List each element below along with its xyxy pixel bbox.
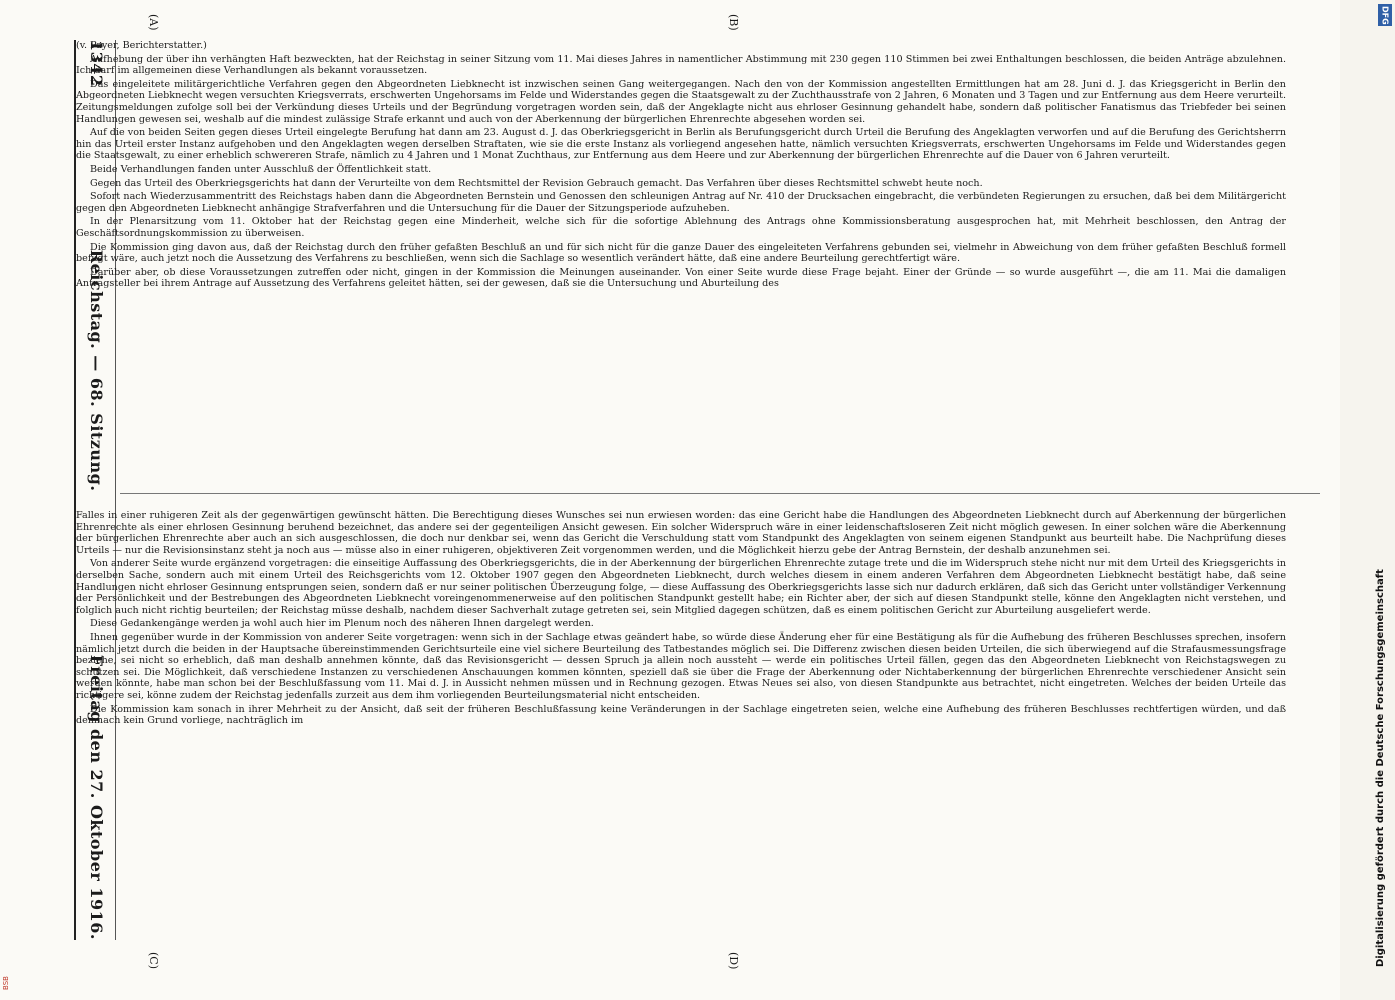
paragraph: Darüber aber, ob diese Voraussetzungen zutreffen oder nicht, gingen in der Kommission die Meinungen auseinander. Von einer Seite wurde diese Frage bejaht. Einer der Gründe — so wurde ausgeführt —, die am 11. Mai die damaligen Antragsteller bei ihrem Antrage auf Aussetzung des Verfahrens geleitet hätten, sei der gewesen, daß sie die Untersuchung und Aburteilung des (76, 266, 1286, 290)
session-title: Reichstag. — 68. Sitzung. (87, 249, 107, 492)
dfg-logo: DFG (1378, 4, 1392, 26)
margin-marker-c: (C) (147, 952, 160, 969)
paragraph: Die Kommission ging davon aus, daß der Reichstag durch den früher gefaßten Beschluß an und für sich nicht für die ganze Dauer des eingeleiteten Verfahrens gebunden sei, vielmehr in Abweichung von dem früher gefaßten Beschluß formell befugt wäre, auch jetzt noch die Aussetzung des Verfahrens zu beschließen, wenn sich die Sachlage so wesentlich verändert hätte, daß eine andere Beurteilung gerechtfertigt wäre. (76, 241, 1286, 265)
column-divider (120, 493, 1320, 494)
digitization-credit (1375, 12, 1391, 982)
credit-text: Digitalisierung gefördert durch die Deutsche Forschungsgemeinschaft (1375, 569, 1386, 967)
paragraph: Diese Gedankengänge werden ja wohl auch hier im Plenum noch des näheren Ihnen dargelegt werden. (90, 618, 594, 630)
library-mark: BSB (2, 976, 10, 990)
session-date: Freitag den 27. Oktober 1916. (87, 654, 107, 940)
paragraph: Das eingeleitete militärgerichtliche Verfahren gegen den Abgeordneten Liebknecht ist inzwischen seinen Gang weitergegangen. Nach den von der Kommission angestellten Ermittlungen hat am 28. Juni d. J. das Kriegsgericht in Berlin den Abgeordneten Liebknecht wegen versuchten Kriegsverrats, erschwerten Ungehorsams im Felde und Widerstandes gegen die Staatsgewalt zu der Zuchthausstrafe von 2 Jahren, 6 Monaten und 3 Tagen und zur Entfernung aus dem Heere verurteilt. Zeitungsmeldungen zufolge soll bei der Verkündung dieses Urteils und der Begründung vorgetragen worden sein, daß der Angeklagte nicht aus ehrloser Gesinnung gehandelt habe, sondern daß politischer Fanatismus das Triebfeder bei seinen Handlungen gewesen sei, weshalb auf die mindest zulässige Strafe erkannt und auch von der Aberkennung der bürgerlichen Ehrenrechte abgesehen worden sei. (76, 78, 1286, 125)
right-column (76, 510, 1286, 940)
margin-marker-a: (A) (147, 14, 160, 31)
paragraph: (v. Payer, Berichterstatter.) (76, 40, 207, 51)
margin-marker-d: (D) (727, 952, 740, 970)
paragraph: Auf die von beiden Seiten gegen dieses Urteil eingelegte Berufung hat dann am 23. August d. J. das Oberkriegsgericht in Berlin als Berufungsgericht durch Urteil die Berufung des Angeklagten verworfen und auf die Berufung des Gerichtsherrn hin das Urteil erster Instanz aufgehoben und den Angeklagten wegen derselben Straftaten, wie sie die erste Instanz als vorliegend angesehen hatte, nämlich versuchten Kriegsverrats, erschwerten Ungehorsams im Felde und Widerstandes gegen die Staatsgewalt, zu einer erheblich schwereren Strafe, nämlich zu 4 Jahren und 1 Monat Zuchthaus, zur Entfernung aus dem Heere und zur Aberkennung der bürgerlichen Ehrenrechte auf die Dauer von 6 Jahren verurteilt. (76, 127, 1286, 162)
paragraph: Aufhebung der über ihn verhängten Haft bezweckten, hat der Reichstag in seiner Sitzung vom 11. Mai dieses Jahres in namentlicher Abstimmung mit 230 gegen 110 Stimmen bei zwei Enthaltungen beschlossen, die beiden Anträge abzulehnen. Ich darf im allgemeinen diese Verhandlungen als bekannt voraussetzen. (76, 53, 1286, 77)
paragraph: Falles in einer ruhigeren Zeit als der gegenwärtigen gewünscht hätten. Die Berechtigung dieses Wunsches sei nun erwiesen worden: das eine Gericht habe die Handlungen des Abgeordneten Liebknecht durch auf Aberkennung der bürgerlichen Ehrenrechte als einer ehrlosen Gesinnung beruhend bezeichnet, das andere sei der gegenteiligen Ansicht gewesen. Ein solcher Widerspruch wäre in einer leidenschaftsloseren Zeit nicht möglich gewesen. In einer solchen wäre die Aberkennung der bürgerlichen Ehrenrechte aber auch an sich ausgeschlossen, die doch nur denkbar sei, wenn das Gericht die Verschuldung statt vom Standpunkt des Angeklagten von seinem eigenen Standpunkt aus beurteilt habe. Die Nachprüfung dieses Urteils — nur die Revisionsinstanz steht ja noch aus — müsse also in einer ruhigeren, objektiveren Zeit vorgenommen werden, und die Möglichkeit hierzu gebe der Antrag Bernstein, der deshalb anzunehmen sei. (76, 510, 1286, 556)
paragraph: In der Plenarsitzung vom 11. Oktober hat der Reichstag gegen eine Minderheit, welche sich für die sofortige Ablehnung des Antrags ohne Kommissionsberatung ausgesprochen hat, mit Mehrheit beschlossen, den Antrag der Geschäftsordnungskommission zu überweisen. (76, 216, 1286, 239)
left-column (76, 40, 1286, 470)
page-number: 1342 (87, 40, 107, 87)
margin-marker-b: (B) (727, 14, 740, 31)
paragraph: Sofort nach Wiederzusammentritt des Reichstags haben dann die Abgeordneten Bernstein und Genossen den schleunigen Antrag auf Nr. 410 der Drucksachen eingebracht, die verbündeten Regierungen zu ersuchen, daß bei dem Militärgericht gegen den Abgeordneten Liebknecht anhängige Strafverfahren und die Untersuchung für die Dauer der Sitzungsperiode aufzuheben. (76, 191, 1286, 214)
paragraph: Beide Verhandlungen fanden unter Ausschluß der Öffentlichkeit statt. (90, 163, 432, 175)
paragraph: Gegen das Urteil des Oberkriegsgerichts hat dann der Verurteilte von dem Rechtsmittel der Revision Gebrauch gemacht. Das Verfahren über dieses Rechtsmittel schwebt heute noch. (90, 177, 983, 189)
paragraph: Ihnen gegenüber wurde in der Kommission von anderer Seite vorgetragen: wenn sich in der Sachlage etwas geändert habe, so würde diese Änderung eher für eine Bestätigung als für die Aufhebung des früheren Beschlusses sprechen, insofern nämlich jetzt durch die beiden in der Hauptsache übereinstimmenden Gerichtsurteile eine viel sichere Beurteilung des Tatbestandes möglich sei. Die Differenz zwischen diesen beiden Urteilen, die sich überwiegend auf die Strafausmessungsfrage beziehe, sei nicht so erheblich, daß man deshalb annehmen könnte, daß das Revisionsgericht — dessen Spruch ja allein noch aussteht — werde ein politisches Urteil fällen, gegen das den Abgeordneten Liebknecht von Reichstagswegen zu schützen sei. Die Möglichkeit, daß verschiedene Instanzen zu verschiedenen Anschauungen kommen könnten, speziell daß sie über die Frage der Aberkennung oder Nichtaberkennung der bürgerlichen Ehrenrechte verschiedener Ansicht sein werden könnte, habe man schon bei der Beschlußfassung vom 11. Mai d. J. in Aussicht nehmen müssen und in Rechnung gezogen. Etwas Neues sei also, von diesen Standpunkte aus betrachtet, nicht eingetreten. Welches der beiden Urteile das richtigere sei, könne zudem der Reichstag jedenfalls zurzeit aus dem ihm vorliegenden Beurteilungsmaterial nicht entscheiden. (76, 631, 1286, 701)
paragraph: Die Kommission kam sonach in ihrer Mehrheit zu der Ansicht, daß seit der früheren Beschlußfassung keine Veränderungen in der Sachlage eingetreten seien, welche eine Aufhebung des früheren Beschlusses rechtfertigen würden, und daß demnach kein Grund vorliege, nachträglich im (76, 703, 1286, 727)
paragraph: Von anderer Seite wurde ergänzend vorgetragen: die einseitige Auffassung des Oberkriegsgerichts, die in der Aberkennung der bürgerlichen Ehrenrechte zutage trete und die im Widerspruch stehe nicht nur mit dem Urteil des Kriegsgerichts in derselben Sache, sondern auch mit einem Urteil des Reichsgerichts vom 12. Oktober 1907 gegen den Abgeordneten Liebknecht, durch welches diesem in einem anderen Verfahren dem Abgeordneten Liebknecht bestätigt habe, daß seine Handlungen nicht ehrloser Gesinnung entsprungen seien, sondern daß er nur seiner politischen Überzeugung folge, — diese Auffassung des Oberkriegsgerichts lasse sich nur dadurch erklären, daß sich das Gericht unter vollständiger Verkennung der Persönlichkeit und der Bestrebungen des Abgeordneten Liebknecht voreingenommenerweise auf den politischen Standpunkt gestellt habe; ein Richter aber, der sich auf diesen Standpunkt stelle, könne den Angeklagten nicht verstehen, und folglich auch nicht richtig beurteilen; der Reichstag müsse deshalb, nachdem dieser Sachverhalt zutage getreten sei, sein Mitglied dagegen schützen, daß es einem politischen Gericht zur Aburteilung ausgeliefert werde. (76, 558, 1286, 616)
